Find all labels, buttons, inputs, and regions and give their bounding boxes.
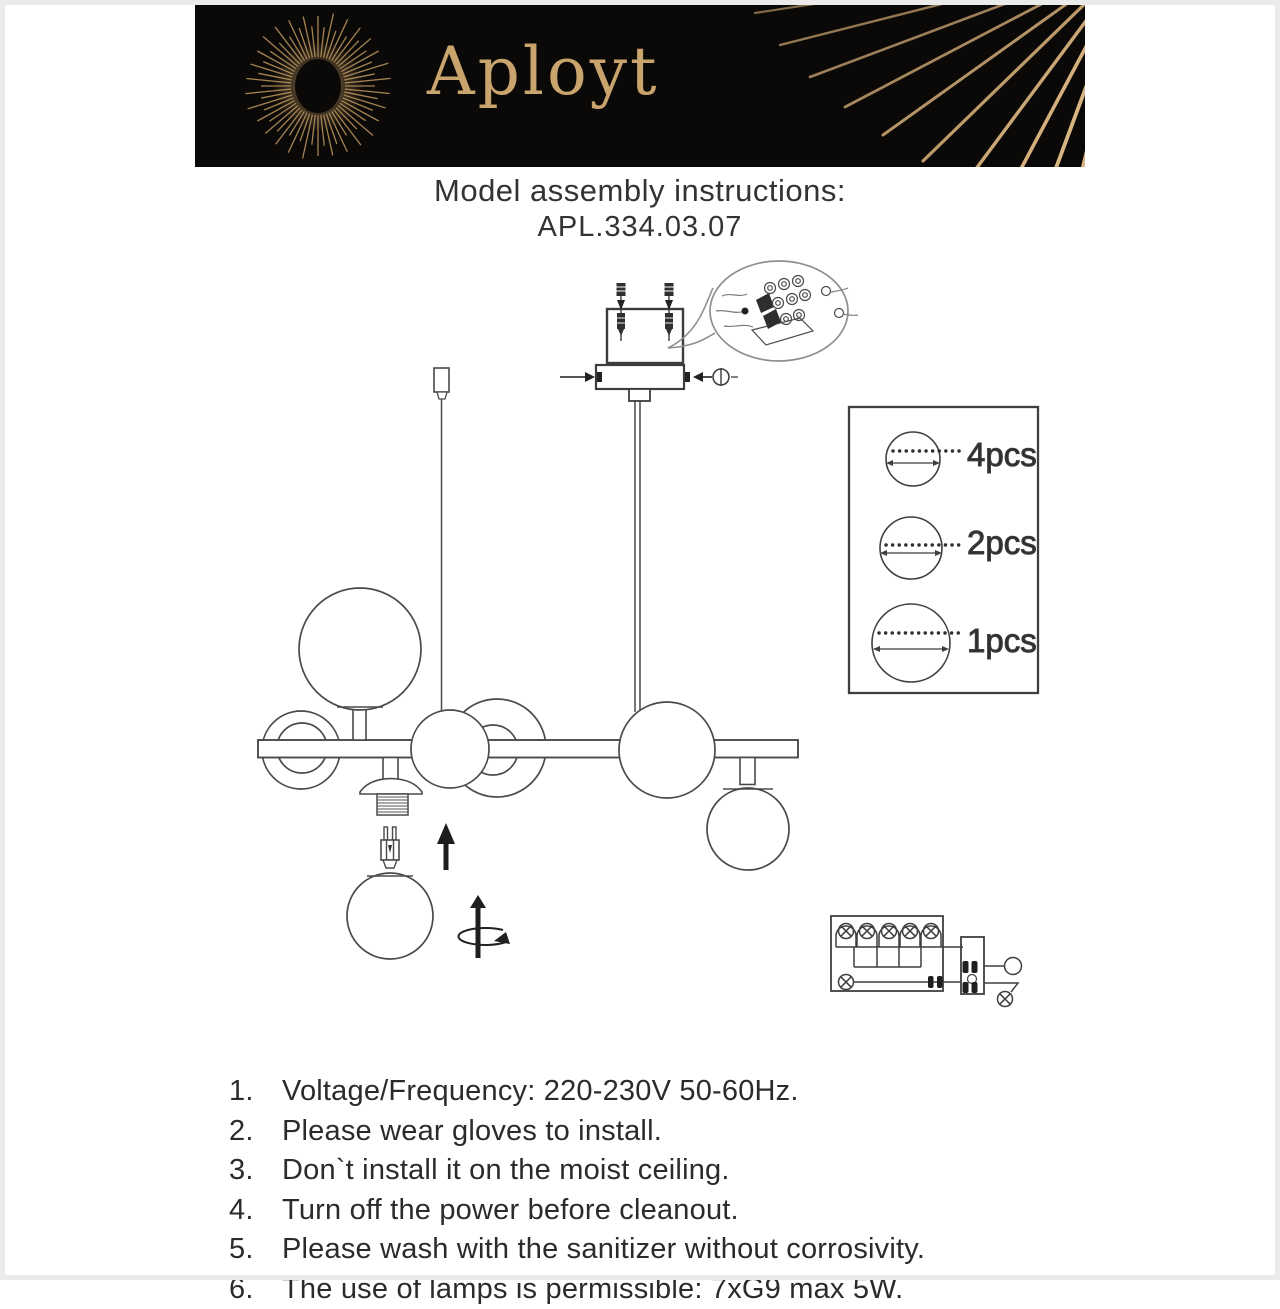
terminal-block-callout (668, 261, 858, 361)
model-number: APL.334.03.07 (0, 211, 1280, 244)
parts-count-label: 1pcs (967, 622, 1037, 659)
insert-arrow-icon (437, 823, 455, 870)
instruction-number: 1. (229, 1075, 282, 1108)
instruction-item (229, 1191, 1089, 1231)
ceiling-mount-diagram (560, 283, 738, 712)
parts-globe-large (872, 604, 963, 682)
terminal-connector-icon (961, 937, 984, 994)
lamp-symbols (836, 924, 941, 948)
instruction-item (229, 1151, 1089, 1191)
hanging-globe-icon (707, 758, 789, 871)
fixture-bar (258, 740, 798, 758)
parts-count-label: 4pcs (967, 436, 1037, 473)
instruction-number: 6. (229, 1273, 282, 1306)
instruction-number: 4. (229, 1194, 282, 1227)
loose-globe-icon (347, 873, 433, 959)
wiring-diagram (831, 916, 1022, 1007)
rotate-arrow-icon (458, 895, 510, 958)
globe-on-stem-icon (299, 588, 421, 740)
chandelier-diagram (258, 368, 798, 959)
instruction-number: 2. (229, 1115, 282, 1148)
instruction-item (229, 1230, 1089, 1270)
screw-anchor-icon (617, 283, 626, 341)
instruction-text: Please wash with the sanitizer without corrosivity. (282, 1233, 925, 1266)
lamp-symbol (839, 975, 854, 990)
brand-name: Aployt (427, 39, 660, 105)
instruction-item (229, 1112, 1089, 1152)
instruction-number: 5. (229, 1233, 282, 1266)
lamp-socket-icon (360, 758, 422, 816)
parts-count-label: 2pcs (967, 524, 1037, 561)
globe-icon (619, 702, 715, 798)
instruction-text: Turn off the power before cleanout. (282, 1194, 739, 1227)
instruction-number: 3. (229, 1154, 282, 1187)
instruction-item (229, 1072, 1089, 1112)
screw-anchor-icon (665, 283, 674, 341)
instruction-item (229, 1270, 1089, 1309)
instruction-text: Don`t install it on the moist ceiling. (282, 1154, 730, 1187)
screw-head-icon (706, 368, 738, 386)
instruction-text: The use of lamps is permissible: 7xG9 max 5W. (282, 1273, 903, 1306)
terminal-block-icon (716, 276, 858, 346)
neutral-terminal-icon (1005, 958, 1022, 975)
parts-globe-medium (880, 517, 961, 579)
instruction-text: Voltage/Frequency: 220-230V 50-60Hz. (282, 1075, 799, 1108)
lamp-symbol (998, 992, 1013, 1007)
parts-box (849, 407, 1038, 693)
globe-icon (411, 710, 489, 788)
instructions-list (229, 1072, 1089, 1309)
page-title: Model assembly instructions: (0, 173, 1280, 209)
instruction-text: Please wear gloves to install. (282, 1115, 662, 1148)
suspension-rod-icon (434, 368, 449, 714)
g9-bulb-icon (381, 827, 399, 868)
parts-globe-small (886, 432, 961, 486)
